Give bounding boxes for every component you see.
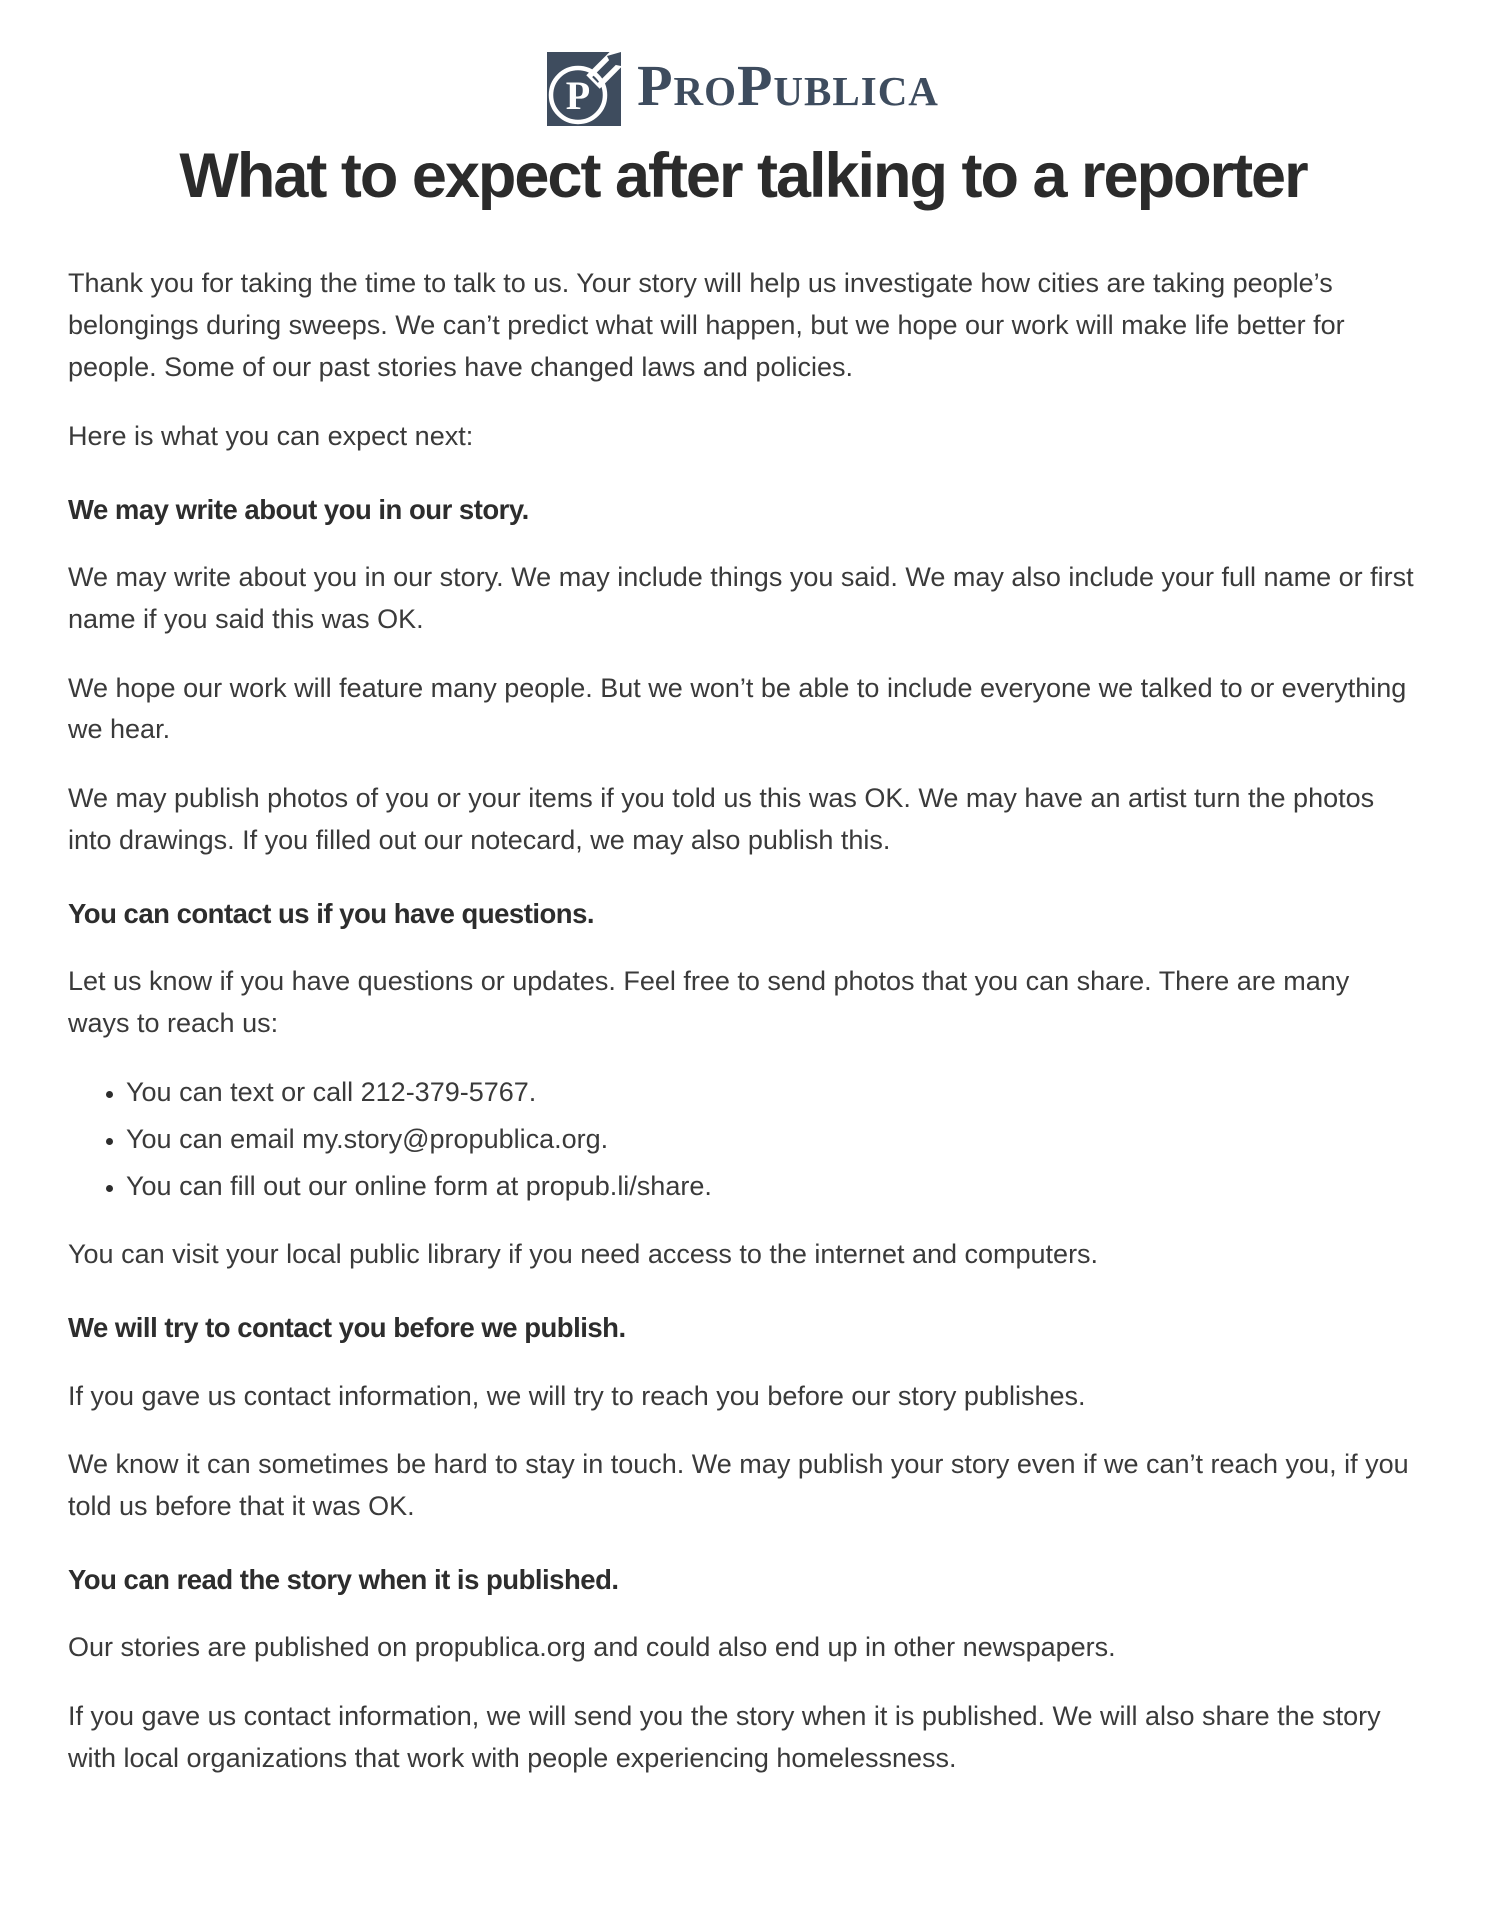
propublica-wordmark: ProPublica — [637, 53, 939, 118]
section-heading-write-about-you: We may write about you in our story. — [68, 493, 529, 525]
paragraph-reach-before-publish: If you gave us contact information, we will try to reach you before our story publishes. — [68, 1380, 1086, 1411]
paragraph-where-published: Our stories are published on propublica.org and could also end up in other newspapers. — [68, 1632, 1116, 1663]
propublica-p-icon — [547, 52, 621, 126]
intro-paragraph: Thank you for taking the time to talk to us. Your story will help us investigate how cities are taking people’s belongings during sweeps. We can’t predict what will happen, but we hope our work will make life better for people. Some of our past stories have changed laws and policies. — [68, 268, 1345, 382]
contact-methods-list — [68, 1072, 1418, 1208]
list-item-phone: • You can text or call 212-379-5767. — [126, 1072, 1418, 1114]
page-header — [68, 52, 1418, 211]
paragraph-hard-to-stay-in-touch: We know it can sometimes be hard to stay in touch. We may publish your story even if we can’t reach you, if you told us before that it was OK. — [68, 1449, 1409, 1522]
icon-letter: P — [565, 73, 591, 118]
paragraph-contact-us-intro: Let us know if you have questions or updates. Feel free to send photos that you can share. There are many ways to reach us: — [68, 966, 1350, 1039]
section-heading-contact-us: You can contact us if you have questions. — [68, 897, 595, 929]
page-title: What to expect after talking to a reporter — [179, 141, 1307, 211]
section-heading-read-story: You can read the story when it is published. — [68, 1564, 619, 1596]
paragraph-write-about-you-3: We may publish photos of you or your items if you told us this was OK. We may have an artist turn the photos into drawings. If you filled out our notecard, we may also publish this. — [68, 783, 1375, 856]
expect-next-line: Here is what you can expect next: — [68, 420, 474, 451]
propublica-logo — [68, 52, 1418, 126]
section-heading-contact-before-publish: We will try to contact you before we publish. — [68, 1312, 626, 1344]
list-item-online-form: • You can fill out our online form at propub.li/share. — [126, 1166, 1418, 1208]
document-body — [68, 263, 1418, 1780]
paragraph-write-about-you-2: We hope our work will feature many people. But we won’t be able to include everyone we talked to or everything we hear. — [68, 672, 1407, 745]
paragraph-send-story: If you gave us contact information, we will send you the story when it is published. We will also share the story with local organizations that work with people experiencing homelessness. — [68, 1701, 1381, 1774]
list-item-email: • You can email my.story@propublica.org. — [126, 1119, 1418, 1161]
paragraph-library-access: You can visit your local public library if you need access to the internet and computers. — [68, 1239, 1099, 1270]
paragraph-write-about-you-1: We may write about you in our story. We may include things you said. We may also include your full name or first name if you said this was OK. — [68, 561, 1414, 634]
